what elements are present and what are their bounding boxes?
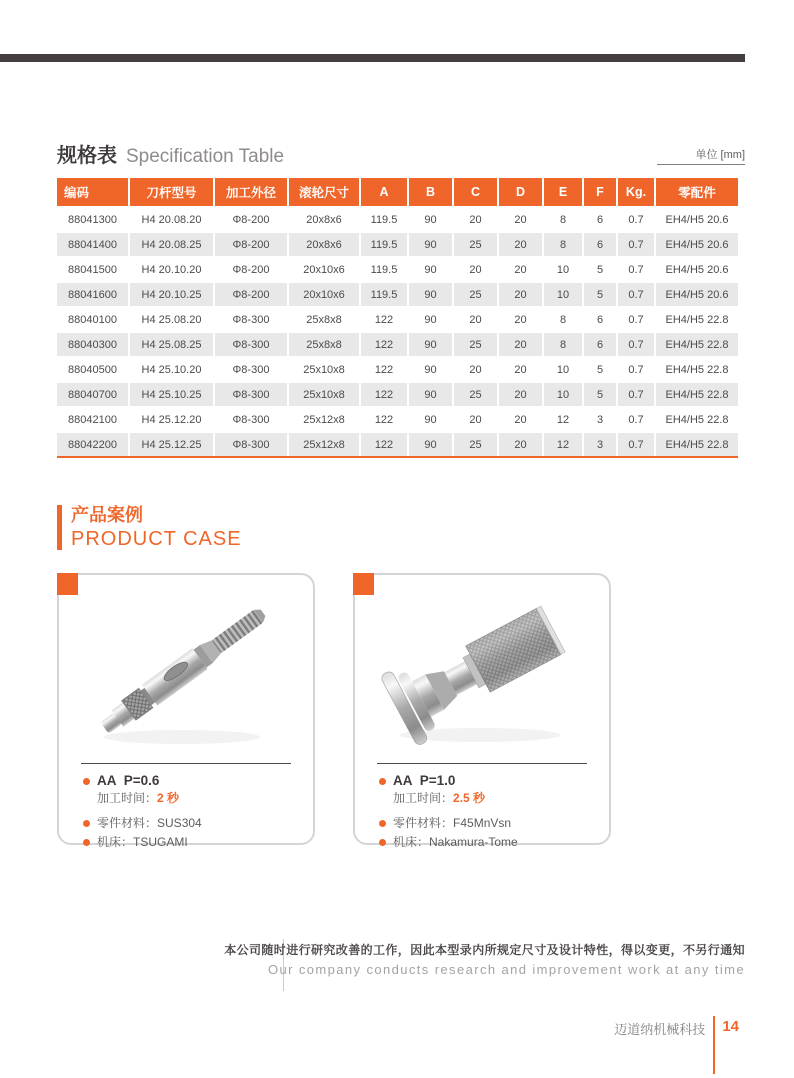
table-cell: 5 bbox=[584, 256, 618, 281]
table-cell: Φ8-200 bbox=[215, 231, 289, 256]
spec-value: AA P=0.6 bbox=[97, 773, 160, 788]
disclaimer-zh: 本公司随时进行研究改善的工作，因此本型录内所规定尺寸及设计特性，得以变更，不另行通知 bbox=[224, 943, 745, 957]
table-cell: 90 bbox=[409, 281, 454, 306]
machine-label: 机床： bbox=[97, 835, 134, 849]
table-cell: 6 bbox=[584, 206, 618, 231]
table-cell: 90 bbox=[409, 206, 454, 231]
column-header: 编码 bbox=[57, 178, 130, 206]
table-cell: 88042200 bbox=[57, 431, 130, 456]
table-cell: 90 bbox=[409, 231, 454, 256]
table-cell: EH4/H5 22.8 bbox=[656, 356, 738, 381]
table-cell: 88040300 bbox=[57, 331, 130, 356]
bullet-dot bbox=[83, 778, 90, 785]
table-cell: 10 bbox=[544, 356, 584, 381]
table-cell: 20 bbox=[454, 406, 499, 431]
table-cell: 25x8x8 bbox=[289, 306, 361, 331]
table-cell: 5 bbox=[584, 281, 618, 306]
card-spec-line bbox=[59, 773, 313, 789]
table-cell: 20 bbox=[499, 406, 544, 431]
table-cell: 20x10x6 bbox=[289, 256, 361, 281]
table-cell: 90 bbox=[409, 331, 454, 356]
card-corner-accent bbox=[353, 573, 374, 595]
table-cell: 88041600 bbox=[57, 281, 130, 306]
table-cell: 20 bbox=[499, 356, 544, 381]
table-cell: 122 bbox=[361, 406, 409, 431]
spec-table-body bbox=[57, 206, 738, 456]
material-label: 零件材料： bbox=[97, 816, 158, 830]
table-row bbox=[57, 431, 738, 456]
table-cell: EH4/H5 20.6 bbox=[656, 231, 738, 256]
table-cell: Φ8-300 bbox=[215, 431, 289, 456]
card-divider bbox=[81, 763, 291, 764]
table-bottom-rule bbox=[57, 456, 738, 458]
unit-underline bbox=[657, 164, 745, 165]
table-cell: H4 20.08.20 bbox=[130, 206, 215, 231]
time-value: 2 秒 bbox=[157, 791, 180, 805]
machine-value: TSUGAMI bbox=[133, 835, 188, 849]
table-cell: EH4/H5 22.8 bbox=[656, 306, 738, 331]
table-cell: Φ8-200 bbox=[215, 281, 289, 306]
table-cell: Φ8-300 bbox=[215, 331, 289, 356]
table-cell: 20 bbox=[499, 306, 544, 331]
table-cell: 20 bbox=[499, 206, 544, 231]
card-time-line bbox=[355, 790, 609, 806]
card-machine-line bbox=[355, 834, 609, 850]
table-cell: 20 bbox=[499, 256, 544, 281]
table-cell: 90 bbox=[409, 356, 454, 381]
table-cell: 119.5 bbox=[361, 206, 409, 231]
table-cell: EH4/H5 22.8 bbox=[656, 331, 738, 356]
table-cell: EH4/H5 22.8 bbox=[656, 406, 738, 431]
table-cell: 25x10x8 bbox=[289, 381, 361, 406]
table-cell: 8 bbox=[544, 206, 584, 231]
company-name: 迈道纳机械科技 bbox=[614, 1022, 706, 1037]
table-cell: 5 bbox=[584, 356, 618, 381]
table-cell: 90 bbox=[409, 306, 454, 331]
table-cell: 0.7 bbox=[618, 356, 656, 381]
table-cell: 0.7 bbox=[618, 256, 656, 281]
table-cell: 6 bbox=[584, 331, 618, 356]
bullet-dot bbox=[379, 820, 386, 827]
table-cell: 20 bbox=[454, 206, 499, 231]
table-cell: 90 bbox=[409, 431, 454, 456]
table-cell: 122 bbox=[361, 431, 409, 456]
table-cell: 6 bbox=[584, 231, 618, 256]
column-header: E bbox=[544, 178, 584, 206]
table-cell: 90 bbox=[409, 406, 454, 431]
table-cell: 88040500 bbox=[57, 356, 130, 381]
table-cell: 88041400 bbox=[57, 231, 130, 256]
table-cell: EH4/H5 22.8 bbox=[656, 431, 738, 456]
table-cell: 0.7 bbox=[618, 406, 656, 431]
column-header: B bbox=[409, 178, 454, 206]
table-cell: 10 bbox=[544, 381, 584, 406]
product-card-2 bbox=[353, 573, 611, 849]
table-cell: 8 bbox=[544, 331, 584, 356]
table-cell: 25x12x8 bbox=[289, 406, 361, 431]
table-cell: 3 bbox=[584, 406, 618, 431]
table-row bbox=[57, 331, 738, 356]
table-cell: 88040100 bbox=[57, 306, 130, 331]
material-value: SUS304 bbox=[157, 816, 202, 830]
table-row bbox=[57, 256, 738, 281]
table-cell: EH4/H5 20.6 bbox=[656, 281, 738, 306]
card-material-line bbox=[59, 815, 313, 831]
table-cell: 20 bbox=[499, 231, 544, 256]
table-cell: 20 bbox=[499, 331, 544, 356]
table-cell: EH4/H5 20.6 bbox=[656, 256, 738, 281]
table-cell: 0.7 bbox=[618, 281, 656, 306]
card-info bbox=[355, 773, 609, 850]
column-header: F bbox=[584, 178, 618, 206]
time-label: 加工时间： bbox=[97, 791, 158, 805]
time-label: 加工时间： bbox=[393, 791, 454, 805]
table-cell: 25x8x8 bbox=[289, 331, 361, 356]
product-case-title-zh: 产品案例 bbox=[71, 505, 143, 525]
column-header: C bbox=[454, 178, 499, 206]
table-cell: 25 bbox=[454, 381, 499, 406]
table-cell: 6 bbox=[584, 306, 618, 331]
table-cell: Φ8-200 bbox=[215, 256, 289, 281]
table-cell: H4 20.08.25 bbox=[130, 231, 215, 256]
table-cell: 119.5 bbox=[361, 281, 409, 306]
table-cell: 12 bbox=[544, 431, 584, 456]
table-cell: 8 bbox=[544, 231, 584, 256]
card-divider bbox=[377, 763, 587, 764]
column-header: A bbox=[361, 178, 409, 206]
page-number: 14 bbox=[722, 1018, 739, 1035]
table-cell: 12 bbox=[544, 406, 584, 431]
table-cell: 0.7 bbox=[618, 331, 656, 356]
table-cell: 0.7 bbox=[618, 381, 656, 406]
product-case-title-en: PRODUCT CASE bbox=[71, 527, 242, 550]
table-cell: 119.5 bbox=[361, 231, 409, 256]
table-cell: 3 bbox=[584, 431, 618, 456]
table-cell: 20 bbox=[499, 381, 544, 406]
bullet-dot bbox=[379, 839, 386, 846]
table-cell: H4 25.12.20 bbox=[130, 406, 215, 431]
column-header: Kg. bbox=[618, 178, 656, 206]
table-cell: H4 25.08.20 bbox=[130, 306, 215, 331]
table-cell: 88042100 bbox=[57, 406, 130, 431]
table-cell: EH4/H5 22.8 bbox=[656, 381, 738, 406]
table-cell: 25 bbox=[454, 331, 499, 356]
table-cell: 20x10x6 bbox=[289, 281, 361, 306]
table-cell: H4 20.10.25 bbox=[130, 281, 215, 306]
column-header: 刀杆型号 bbox=[130, 178, 215, 206]
card-time-line bbox=[59, 790, 313, 806]
page-footer bbox=[614, 1016, 739, 1074]
table-cell: 122 bbox=[361, 306, 409, 331]
table-cell: EH4/H5 20.6 bbox=[656, 206, 738, 231]
product-case-heading bbox=[57, 505, 242, 550]
table-cell: 5 bbox=[584, 381, 618, 406]
table-cell: 88041300 bbox=[57, 206, 130, 231]
card-machine-line bbox=[59, 834, 313, 850]
table-row bbox=[57, 281, 738, 306]
footer-divider bbox=[713, 1016, 715, 1074]
card-corner-accent bbox=[57, 573, 78, 595]
table-cell: 25 bbox=[454, 231, 499, 256]
material-value: F45MnVsn bbox=[453, 816, 512, 830]
table-cell: 25 bbox=[454, 281, 499, 306]
table-cell: Φ8-300 bbox=[215, 381, 289, 406]
table-cell: 25 bbox=[454, 431, 499, 456]
table-cell: 20 bbox=[499, 281, 544, 306]
spec-title-zh: 规格表 bbox=[57, 145, 117, 167]
table-row bbox=[57, 356, 738, 381]
spec-section-heading bbox=[57, 139, 284, 168]
table-cell: H4 20.10.20 bbox=[130, 256, 215, 281]
table-cell: 90 bbox=[409, 256, 454, 281]
machine-value: Nakamura-Tome bbox=[429, 835, 518, 849]
top-rule bbox=[0, 54, 745, 62]
table-cell: 122 bbox=[361, 331, 409, 356]
table-cell: 20 bbox=[499, 431, 544, 456]
column-header: D bbox=[499, 178, 544, 206]
disclaimer-en: Our company conducts research and improvement work at any time bbox=[268, 962, 745, 977]
table-cell: 88040700 bbox=[57, 381, 130, 406]
table-cell: Φ8-300 bbox=[215, 306, 289, 331]
column-header: 加工外径 bbox=[215, 178, 289, 206]
bullet-dot bbox=[83, 839, 90, 846]
table-row bbox=[57, 206, 738, 231]
table-cell: 25x12x8 bbox=[289, 431, 361, 456]
table-cell: 20 bbox=[454, 306, 499, 331]
table-cell: H4 25.08.25 bbox=[130, 331, 215, 356]
spec-value: AA P=1.0 bbox=[393, 773, 456, 788]
card-material-line bbox=[355, 815, 609, 831]
table-cell: 20x8x6 bbox=[289, 231, 361, 256]
column-header: 滚轮尺寸 bbox=[289, 178, 361, 206]
table-row bbox=[57, 231, 738, 256]
table-cell: H4 25.10.20 bbox=[130, 356, 215, 381]
table-cell: 122 bbox=[361, 381, 409, 406]
table-cell: 88041500 bbox=[57, 256, 130, 281]
table-cell: 0.7 bbox=[618, 431, 656, 456]
spec-title-en: Specification Table bbox=[126, 146, 285, 167]
table-row bbox=[57, 306, 738, 331]
time-value: 2.5 秒 bbox=[453, 791, 486, 805]
table-cell: 119.5 bbox=[361, 256, 409, 281]
card-spec-line bbox=[355, 773, 609, 789]
table-cell: 20 bbox=[454, 356, 499, 381]
product-photo-shaft bbox=[59, 581, 313, 761]
machine-label: 机床： bbox=[393, 835, 430, 849]
table-cell: 25x10x8 bbox=[289, 356, 361, 381]
unit-label: 单位 [mm] bbox=[695, 149, 745, 161]
table-cell: 90 bbox=[409, 381, 454, 406]
table-cell: 0.7 bbox=[618, 306, 656, 331]
table-cell: Φ8-300 bbox=[215, 356, 289, 381]
material-label: 零件材料： bbox=[393, 816, 454, 830]
table-cell: 0.7 bbox=[618, 206, 656, 231]
table-cell: H4 25.10.25 bbox=[130, 381, 215, 406]
table-row bbox=[57, 381, 738, 406]
card-info bbox=[59, 773, 313, 850]
table-cell: Φ8-300 bbox=[215, 406, 289, 431]
table-cell: Φ8-200 bbox=[215, 206, 289, 231]
table-cell: 0.7 bbox=[618, 231, 656, 256]
spec-table bbox=[57, 178, 738, 456]
table-cell: 20 bbox=[454, 256, 499, 281]
spec-table-header-row bbox=[57, 178, 738, 206]
bullet-dot bbox=[83, 820, 90, 827]
column-header: 零配件 bbox=[656, 178, 738, 206]
table-cell: 8 bbox=[544, 306, 584, 331]
table-row bbox=[57, 406, 738, 431]
product-card-1 bbox=[57, 573, 315, 849]
bullet-dot bbox=[379, 778, 386, 785]
table-cell: H4 25.12.25 bbox=[130, 431, 215, 456]
table-cell: 122 bbox=[361, 356, 409, 381]
table-cell: 20x8x6 bbox=[289, 206, 361, 231]
disclaimer-block bbox=[125, 941, 745, 977]
product-photo-spline-hub bbox=[355, 581, 609, 761]
table-cell: 10 bbox=[544, 256, 584, 281]
table-cell: 10 bbox=[544, 281, 584, 306]
